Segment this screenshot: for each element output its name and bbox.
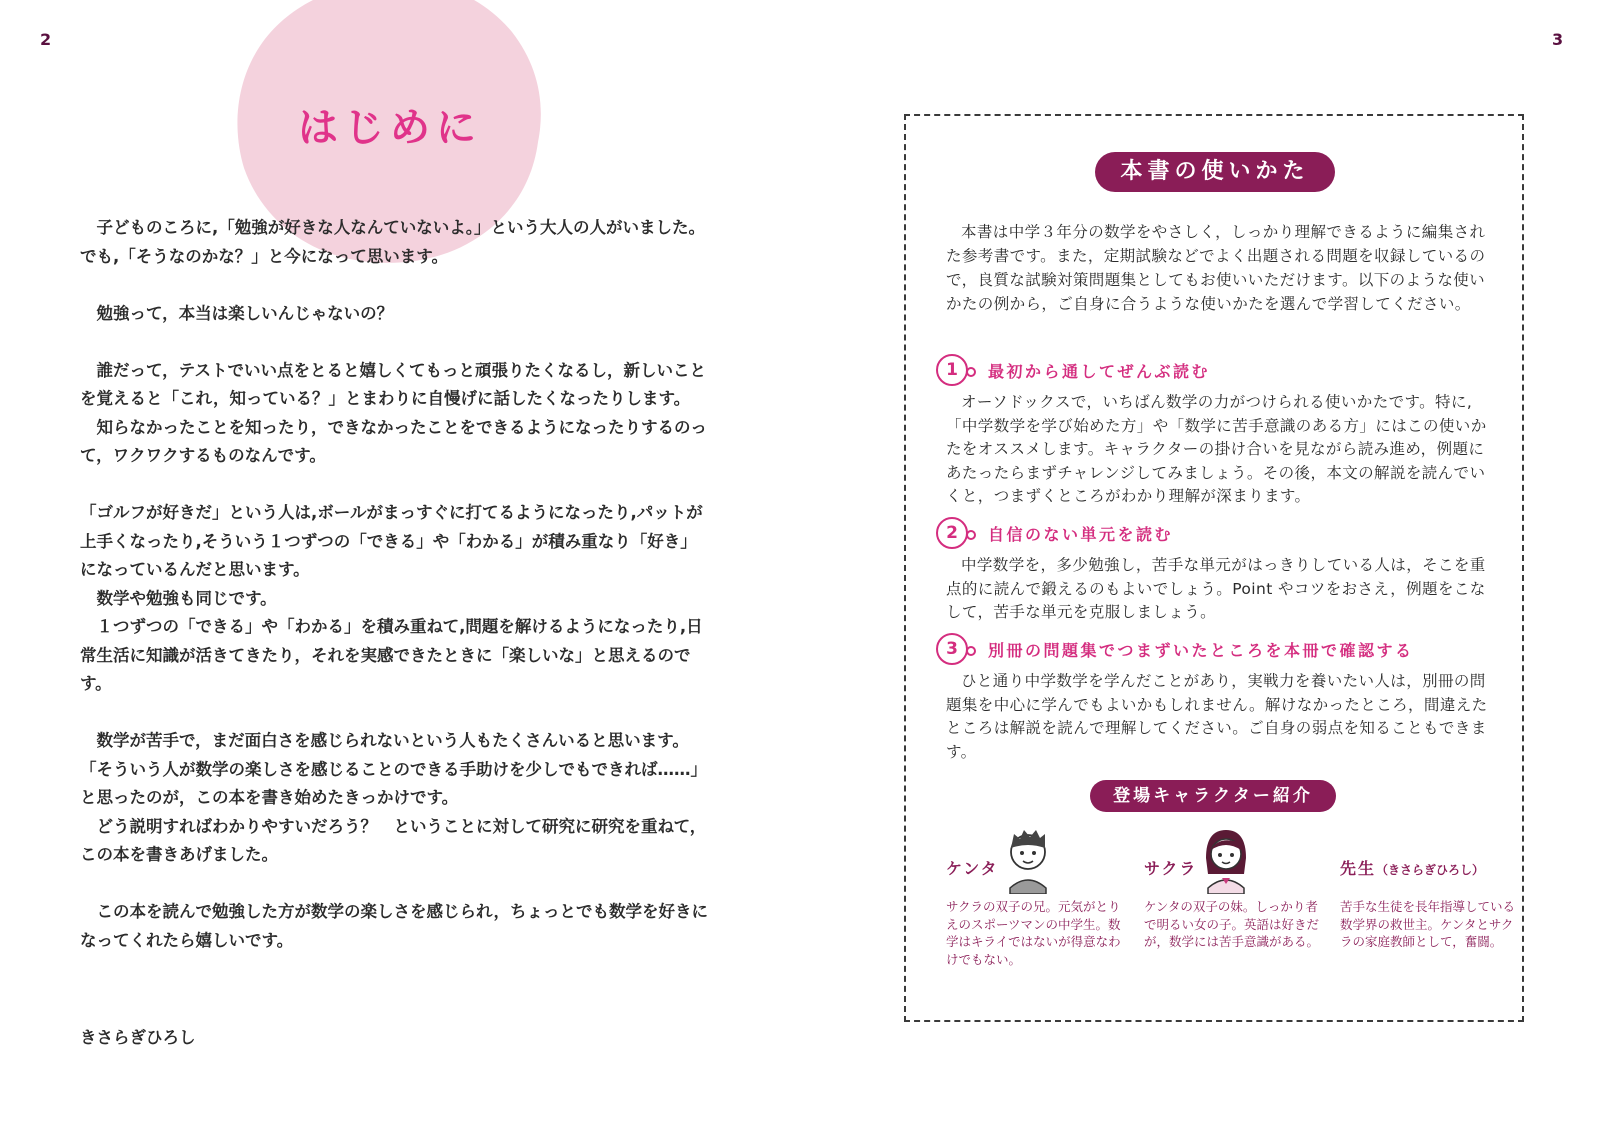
usage-title: 本書の使いかた: [1095, 152, 1335, 192]
intro-title: はじめに: [298, 105, 482, 151]
intro-paragraph: どう説明すればわかりやすいだろう？ ということに対して研究に研究を重ねて，この本を書きあげました。: [80, 816, 707, 864]
character-name-sub: （きさらぎひろし）: [1376, 863, 1485, 877]
characters-title: 登場キャラクター紹介: [1090, 780, 1336, 812]
paragraph-gap: [80, 471, 710, 500]
intro-paragraph: 勉強って，本当は楽しいんじゃないの？: [80, 303, 394, 323]
kenta-illustration-icon: [1000, 822, 1056, 894]
intro-paragraph: 知らなかったことを知ったり，できなかったことをできるようになったりするのって，ワクワクするものなんです。: [80, 417, 707, 465]
character-name: 先生（きさらぎひろし）: [1340, 859, 1485, 878]
method-1: [936, 353, 1496, 509]
paragraph-gap: [80, 699, 710, 728]
intro-paragraph: 数学や勉強も同じです。: [80, 588, 277, 608]
method-desc: 中学数学を，多少勉強し，苦手な単元がはっきりしている人は，そこを重点的に読んで鍛えるのもよいでしょう。Point やコツをおさえ，例題をこなして，苦手な単元を克服しましょう。: [946, 556, 1486, 621]
page-number-right: 3: [1552, 30, 1564, 49]
intro-paragraph: 誰だって，テストでいい点をとると嬉しくてもっと頑張りたくなるし，新しいことを覚えると「これ，知っている？」とまわりに自慢げに話したくなったりします。: [80, 360, 707, 408]
intro-paragraph: 数学が苦手で，まだ面白さを感じられないという人もたくさんいると思います。「そういう人が数学の楽しさを感じることのできる手助けを少しでもできれば……」と思ったのが，この本を書き始めたきっかけです。: [80, 731, 707, 807]
method-2: [936, 516, 1496, 625]
method-number: 1: [936, 354, 968, 386]
method-label: 最初から通してぜんぶ読む: [988, 361, 1211, 381]
method-label: 別冊の問題集でつまずいたところを本冊で確認する: [988, 640, 1414, 660]
paragraph-gap: [80, 328, 710, 357]
intro-paragraph: 「ゴルフが好きだ」という人は,ボールがまっすぐに打てるようになったり,パットが上手くなったり,そういう１つずつの「できる」や「わかる」が積み重なり「好き」になっているんだと思います。: [80, 503, 703, 579]
character-desc: サクラの双子の兄。元気がとりえのスポーツマンの中学生。数学はキライではないが得意なわけでもない。: [946, 899, 1121, 967]
intro-paragraph: １つずつの「できる」や「わかる」を積み重ねて,問題を解けるようになったり,日常生活に知識が活きてきたり，それを実感できたときに「楽しいな」と思えるのです。: [80, 617, 703, 693]
intro-paragraph: この本を読んで勉強した方が数学の楽しさを感じられ，ちょっとでも数学を好きになってくれたら嬉しいです。: [80, 902, 708, 950]
method-label: 自信のない単元を読む: [988, 524, 1174, 544]
character-name: ケンタ: [946, 859, 999, 878]
usage-intro: 本書は中学３年分の数学をやさしく，しっかり理解できるように編集された参考書です。また，定期試験などでよく出題される問題を収録しているので，良質な試験対策問題集としてもお使いいただけます。以下のような使いかたの例から，ご自身に合うような使いかたを選んで学習してください。: [946, 223, 1486, 313]
method-number: 2: [936, 517, 968, 549]
character-desc: 苦手な生徒を長年指導している数学界の救世主。ケンタとサクラの家庭教師として，奮闘。: [1340, 899, 1516, 949]
intro-body: [80, 214, 710, 955]
method-number: 3: [936, 633, 968, 665]
method-desc: オーソドックスで，いちばん数学の力がつけられる使いかたです。特に,「中学数学を学び始めた方」や「数学に苦手意識のある方」にはこの使いかたをオススメします。キャラクターの掛け合いを見ながら読み進め，例題にあたったらまずチャレンジしてみましょう。その後，本文の解説を読んでいくと，つまずくところがわかり理解が深まります。: [946, 393, 1487, 505]
paragraph-gap: [80, 870, 710, 899]
method-desc: ひと通り中学数学を学んだことがあり，実戦力を養いたい人は，別冊の問題集を中心に学んでもよいかもしれません。解けなかったところ，間違えたところは解説を読んで理解してください。ご自身の弱点を知ることもできます。: [946, 672, 1488, 761]
page-number-left: 2: [40, 30, 52, 49]
sakura-illustration-icon: [1198, 822, 1254, 894]
character-name: サクラ: [1144, 859, 1198, 878]
intro-paragraph: 子どものころに,「勉強が好きな人なんていないよ。」という大人の人がいました。でも,「そうなのかな？」と今になって思います。: [80, 218, 706, 266]
paragraph-gap: [80, 271, 710, 300]
character-desc: ケンタの双子の妹。しっかり者で明るい女の子。英語は好きだが，数学には苦手意識がある。: [1144, 899, 1320, 949]
method-3: [936, 632, 1496, 764]
author-signature: きさらぎひろし: [80, 1028, 196, 1047]
